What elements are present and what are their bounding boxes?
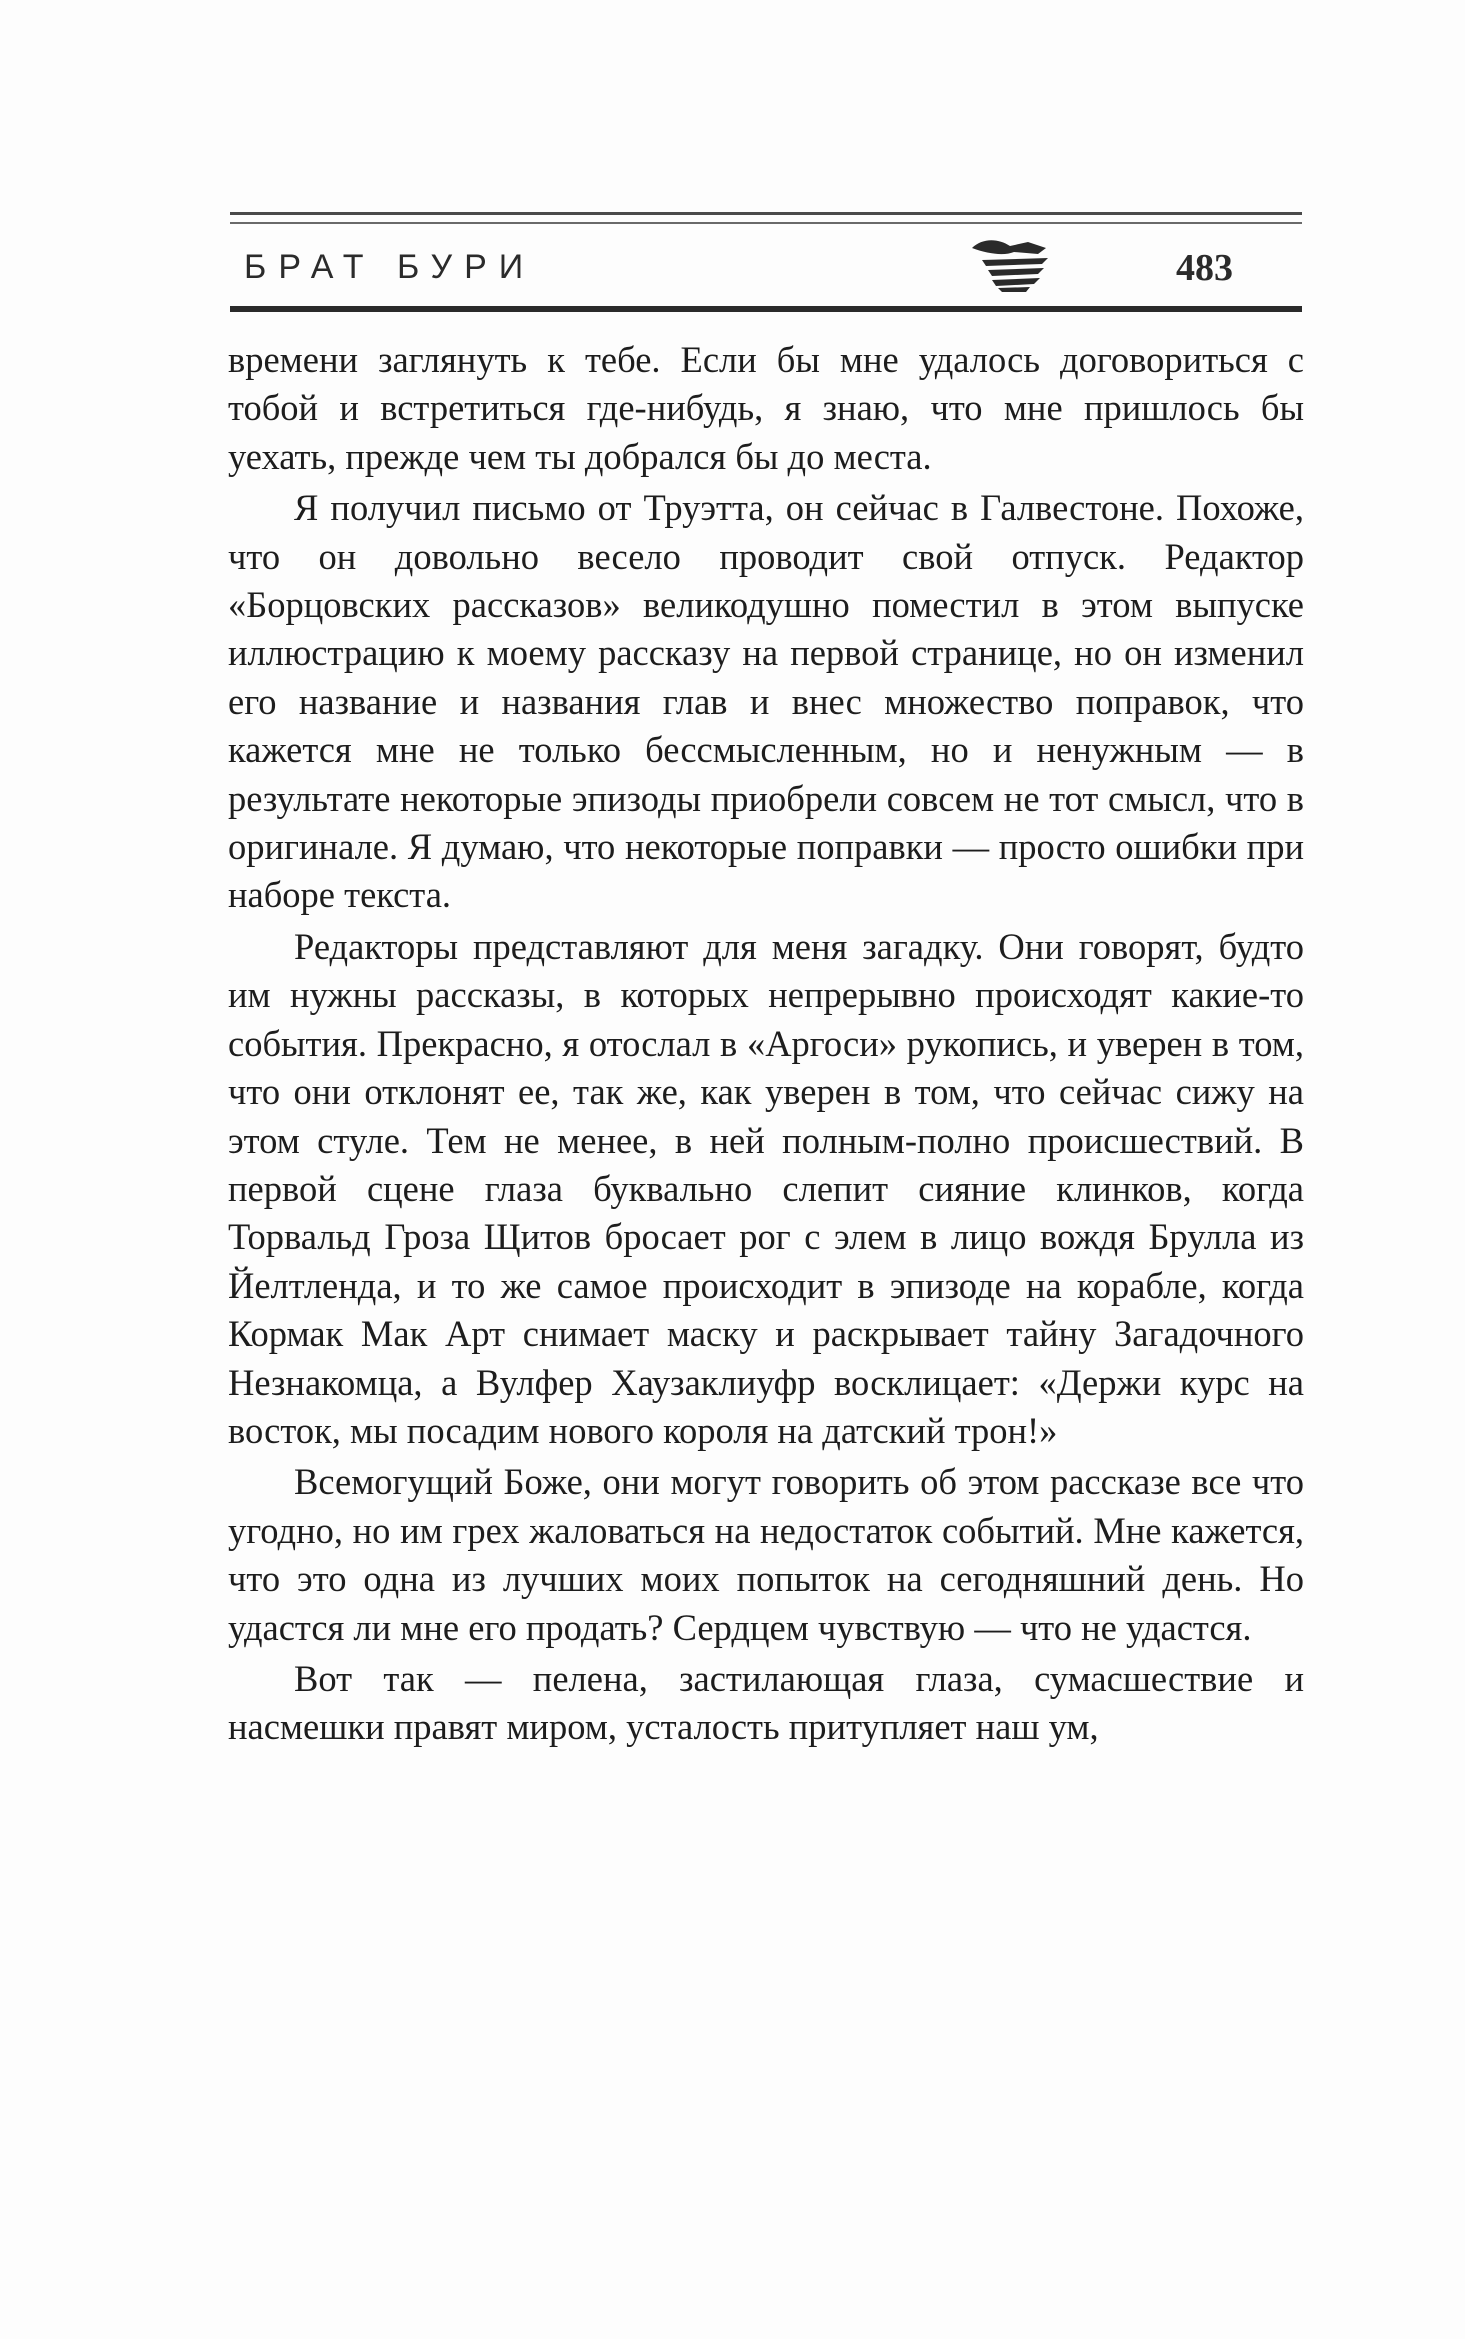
header-top-rule xyxy=(230,212,1302,215)
paragraph: Редакторы представляют для меня загадку. Они говорят, будто им нужны рассказы, в которых непрерывно происходят какие-то события. Прекрасно, я отослал в «Аргоси» рукопись, и уверен в том, что они отклонят ее, так же, как уверен в том, что сейчас сижу на этом стуле. Тем не менее, в ней полным-полно происшествий. В первой сцене глаза буквально слепит сияние клинков, когда Торвальд Гроза Щитов бросает рог с элем в лицо вождя Брулла из Йелтленда, и то же самое происходит в эпизоде на корабле, когда Кормак Мак Арт снимает маску и раскрывает тайну Загадочного Незнакомца, а Вулфер Хаузаклиуфр восклицает: «Держи курс на восток, мы посадим нового короля на датский трон!» xyxy=(228,925,1304,1451)
ship-ornament-svg xyxy=(968,234,1054,294)
running-title: БРАТ БУРИ xyxy=(244,248,536,286)
header-bottom-rule xyxy=(230,306,1302,312)
running-header xyxy=(230,212,1302,312)
paragraph: Я получил письмо от Труэтта, он сейчас в Галвестоне. Похоже, что он довольно весело проводит свой отпуск. Редактор «Борцовских рассказов» великодушно поместил в этом выпуске иллюстрацию к моему рассказу на первой странице, но он изменил его название и названия глав и внес множество поправок, что кажется мне не только бессмысленным, но и ненужным — в результате некоторые эпизоды приобрели совсем не тот смысл, что в оригинале. Я думаю, что некоторые поправки — просто ошибки при наборе текста. xyxy=(228,487,1304,916)
paragraph: Всемогущий Боже, они могут говорить об этом рассказе все что угодно, но им грех жаловаться на недостаток событий. Мне кажется, что это одна из лучших моих попыток на сегодняшний день. Но удастся ли мне его продать? Сердцем чувствую — что не удастся. xyxy=(228,1461,1304,1648)
page-number: 483 xyxy=(1176,247,1233,289)
body-text xyxy=(228,336,1304,1752)
paragraph: Вот так — пелена, застилающая глаза, сумасшествие и насмешки правят миром, усталость притупляет наш ум, xyxy=(228,1657,1304,1748)
ship-ornament-icon xyxy=(968,234,1054,294)
paragraph: времени заглянуть к тебе. Если бы мне удалось договориться с тобой и встретиться где-нибудь, я знаю, что мне пришлось бы уехать, прежде чем ты добрался бы до места. xyxy=(228,339,1304,477)
header-top-rule-secondary xyxy=(230,222,1302,224)
